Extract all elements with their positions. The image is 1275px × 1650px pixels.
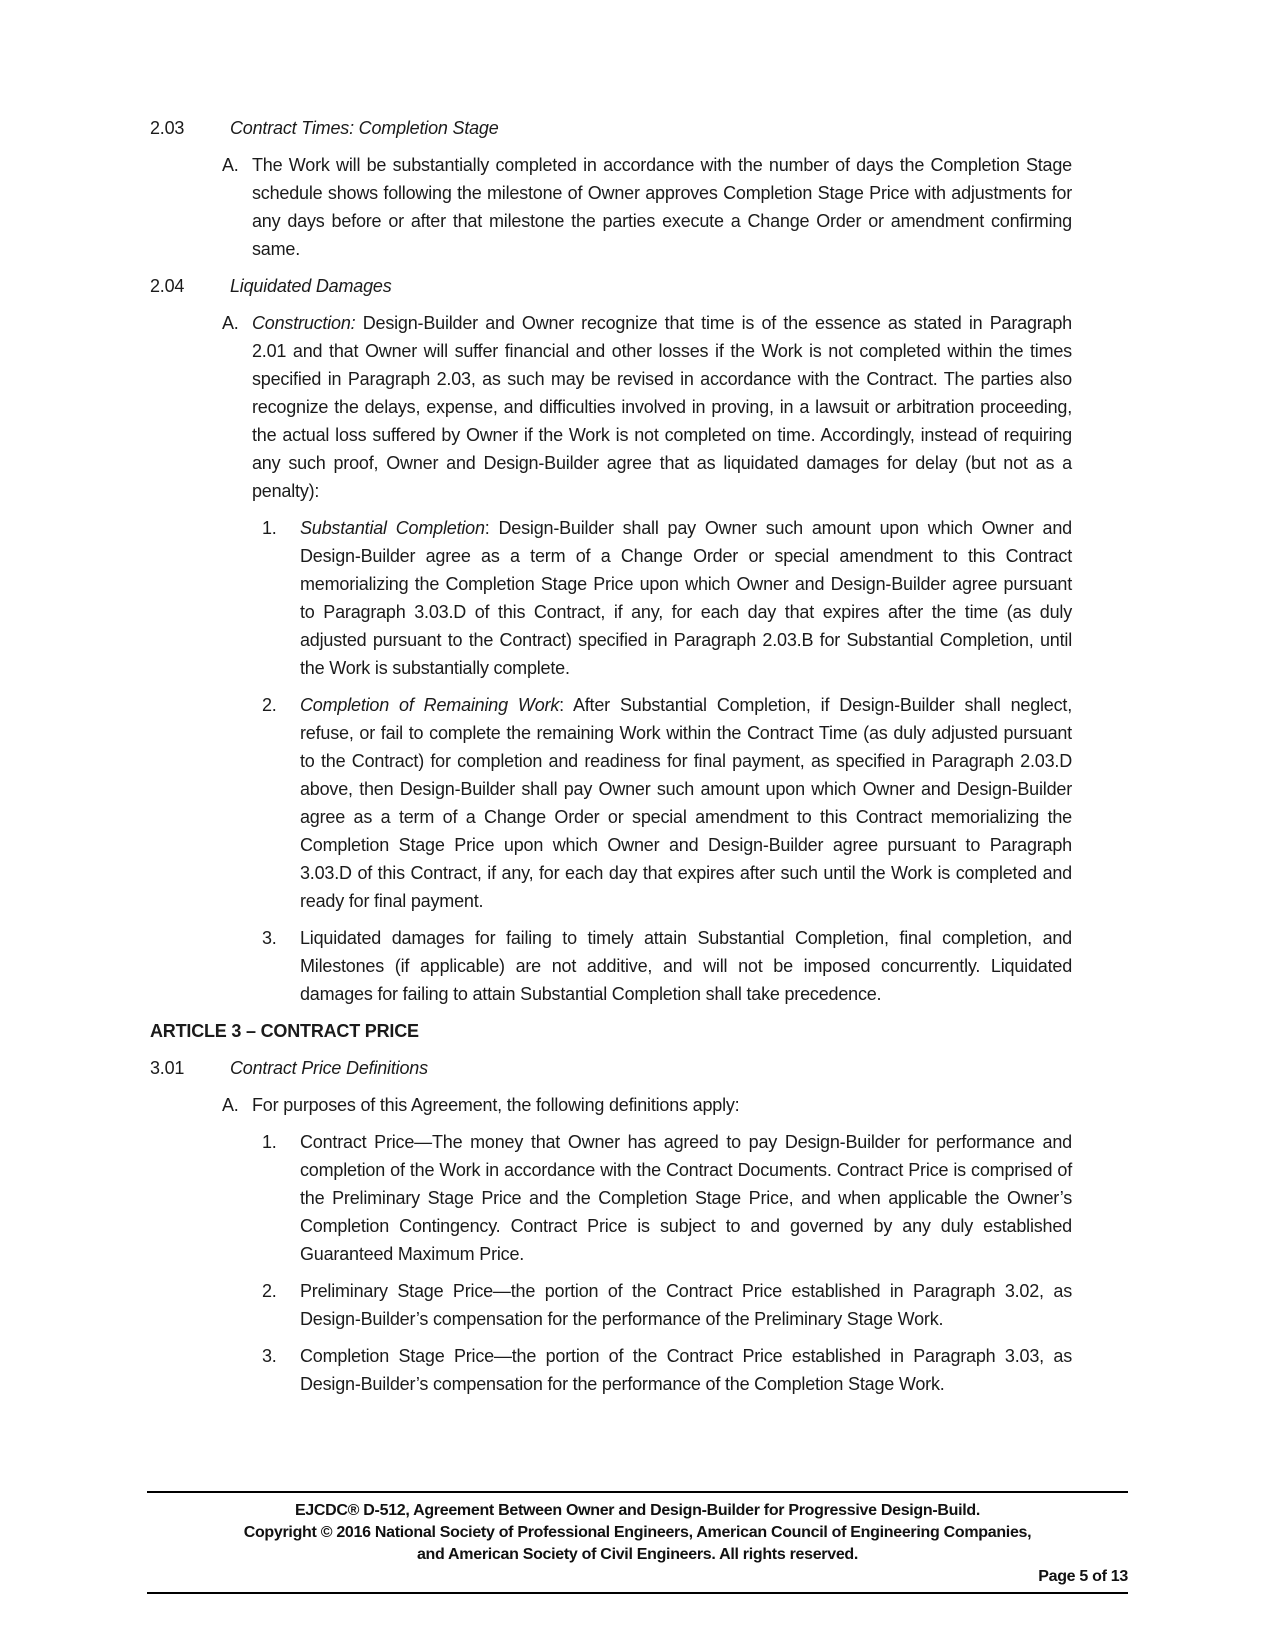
section-number: 2.04 — [150, 276, 185, 296]
paragraph-marker: A. — [222, 155, 239, 175]
page-number: Page 5 of 13 — [1038, 1568, 1128, 1585]
item-text: Preliminary Stage Price—the portion of the Contract Price established in Paragraph 3.02, as Design-Builder’s compensation for the performance of the Preliminary Stage Work. — [300, 1281, 1072, 1329]
section-heading-3-01 — [150, 1054, 1072, 1082]
list-marker: 2. — [262, 695, 277, 715]
list-item-3-01-a-1 — [262, 1128, 1072, 1268]
section-title: Contract Times: Completion Stage — [230, 118, 499, 138]
item-text: : After Substantial Completion, if Design-Builder shall neglect, refuse, or fail to complete the remaining Work within the Contract Time (as duly adjusted pursuant to the Contract) for completion and readiness for final payment, as specified in Paragraph 2.03.D above, then Design-Builder shall pay Owner such amount upon which Owner and Design-Builder agree as a term of a Change Order or special amendment to this Contract memorializing the Completion Stage Price upon which Owner and Design-Builder agree pursuant to Paragraph 3.03.D of this Contract, if any, for each day that expires after such until the Work is completed and ready for final payment. — [300, 695, 1073, 911]
paragraph-marker: A. — [222, 313, 239, 333]
list-marker: 3. — [262, 1346, 277, 1366]
list-marker: 1. — [262, 1132, 277, 1152]
list-item-2-04-a-2 — [262, 691, 1072, 915]
section-title: Liquidated Damages — [230, 276, 392, 296]
paragraph-text: The Work will be substantially completed in accordance with the number of days the Completion Stage schedule shows following the milestone of Owner approves Completion Stage Price with adjustments for any days before or after that milestone the parties execute a Change Order or amendment confirming same. — [252, 155, 1072, 259]
list-item-2-04-a-3 — [262, 924, 1072, 1008]
list-item-3-01-a-2 — [262, 1277, 1072, 1333]
footer-line-3: and American Society of Civil Engineers. All rights reserved. — [416, 1546, 859, 1563]
item-text: Liquidated damages for failing to timely attain Substantial Completion, final completion, and Milestones (if applicable) are not additive, and will not be imposed concurrently. Liquidated damages for failing to attain Substantial Completion shall take precedence. — [300, 928, 1072, 1004]
section-title: Contract Price Definitions — [230, 1058, 428, 1078]
paragraph-text: Design-Builder and Owner recognize that time is of the essence as stated in Paragraph 2.01 and that Owner will suffer financial and other losses if the Work is not completed within the times specified in Paragraph 2.03, as such may be revised in accordance with the Contract. The parties also recognize the delays, expense, and difficulties involved in proving, in a lawsuit or arbitration proceeding, the actual loss suffered by Owner if the Work is not completed on time. Accordingly, instead of requiring any such proof, Owner and Design-Builder agree that as liquidated damages for delay (but not as a penalty): — [252, 313, 1072, 501]
paragraph-2-03-a — [222, 151, 1072, 263]
list-marker: 1. — [262, 518, 277, 538]
paragraph-2-04-a — [222, 309, 1072, 505]
list-item-3-01-a-3 — [262, 1342, 1072, 1398]
list-marker: 3. — [262, 928, 277, 948]
list-item-2-04-a-1 — [262, 514, 1072, 682]
item-text: Contract Price—The money that Owner has agreed to pay Design-Builder for performance and completion of the Work in accordance with the Contract Documents. Contract Price is comprised of the Preliminary Stage Price and the Completion Stage Price, and when applicable the Owner’s Completion Contingency. Contract Price is subject to and governed by any duly established Guaranteed Maximum Price. — [300, 1132, 1072, 1264]
item-text: : Design-Builder shall pay Owner such amount upon which Owner and Design-Builder agree as a term of a Change Order or special amendment to this Contract memorializing the Completion Stage Price upon which Owner and Design-Builder agree pursuant to Paragraph 3.03.D of this Contract, if any, for each day that expires after the time (as duly adjusted pursuant to the Contract) specified in Paragraph 2.03.B for Substantial Completion, until the Work is substantially complete. — [300, 518, 1072, 678]
paragraph-3-01-a — [222, 1091, 1072, 1119]
section-number: 2.03 — [150, 118, 185, 138]
footer-line-2: Copyright © 2016 National Society of Professional Engineers, American Council of Engineering Companies, — [243, 1524, 1032, 1541]
footer-line-1: EJCDC® D-512, Agreement Between Owner and Design-Builder for Progressive Design-Build. — [294, 1502, 981, 1519]
section-heading-2-04 — [150, 272, 1072, 300]
list-marker: 2. — [262, 1281, 277, 1301]
paragraph-lead: Construction: — [252, 313, 356, 333]
page-footer — [147, 1491, 1128, 1594]
item-text: Completion Stage Price—the portion of the Contract Price established in Paragraph 3.03, as Design-Builder’s compensation for the performance of the Completion Stage Work. — [300, 1346, 1072, 1394]
item-lead: Completion of Remaining Work — [300, 695, 560, 715]
section-heading-2-03 — [150, 114, 1072, 142]
article-3-heading: ARTICLE 3 – CONTRACT PRICE — [150, 1021, 419, 1041]
item-lead: Substantial Completion — [300, 518, 485, 538]
paragraph-marker: A. — [222, 1095, 239, 1115]
section-number: 3.01 — [150, 1058, 185, 1078]
paragraph-text: For purposes of this Agreement, the following definitions apply: — [252, 1095, 740, 1115]
